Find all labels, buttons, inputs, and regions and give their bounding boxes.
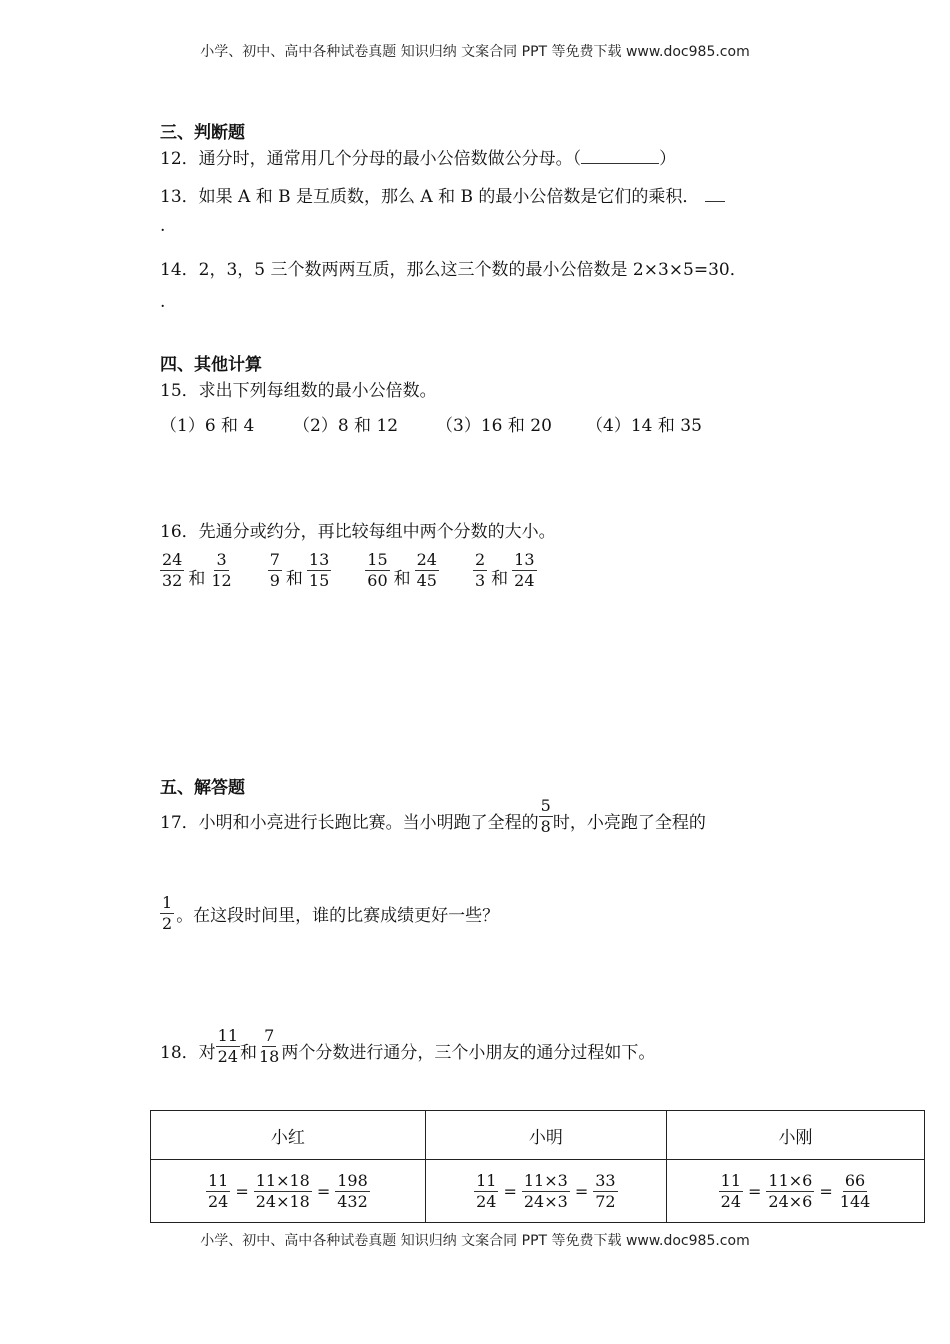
section-4-title: 四、其他计算 (160, 355, 262, 375)
answer-blank-13[interactable] (705, 201, 725, 202)
fraction: $\frac{2}{3}$ (474, 550, 486, 591)
question-16-pairs (160, 551, 571, 591)
table-header-cell: 小刚 (666, 1111, 924, 1160)
fraction: $\frac{24}{32}$ (162, 550, 183, 591)
solution-table (150, 1110, 925, 1223)
question-14-dot: . (160, 292, 166, 312)
fraction: $\frac{13}{24}$ (514, 550, 535, 591)
question-18 (160, 1027, 655, 1065)
q18-text-b: 两个分数进行通分，三个小朋友的通分过程如下。 (281, 1042, 656, 1063)
q17-text-b: 时，小亮跑了全程的 (552, 812, 706, 833)
fraction: $\frac{24}{45}$ (416, 550, 437, 591)
fraction: $\frac{13}{15}$ (308, 550, 330, 591)
q18-and: 和 (240, 1042, 257, 1063)
question-15-items (160, 411, 702, 436)
q15-item: （4）14 和 35 (586, 416, 702, 436)
question-13 (160, 182, 725, 207)
equation: $\frac{11}{24}$ = $\frac{11\times 6}{24\times 6}$ = $\frac{66}{144}$ (720, 1170, 871, 1211)
section-3-title: 三、判断题 (160, 123, 245, 143)
fraction: $\frac{3}{12}$ (211, 550, 232, 591)
question-12-text: 12．通分时，通常用几个分母的最小公倍数做公分母。（ (160, 149, 582, 169)
fraction-pair: $\frac{24}{32}$ 和 $\frac{3}{12}$ (162, 550, 232, 591)
question-12-close: ） (659, 149, 677, 169)
page-footer: 小学、初中、高中各种试卷真题 知识归纳 文案合同 PPT 等免费下载 www.doc985.com (200, 1233, 750, 1249)
question-13-text: 13．如果 A 和 B 是互质数，那么 A 和 B 的最小公倍数是它们的乘积． (160, 187, 700, 207)
q15-item: （1）6 和 4 (160, 416, 255, 436)
fraction: $\frac{7}{18}$ (259, 1026, 280, 1067)
question-12 (160, 144, 676, 169)
fraction: $\frac{7}{9}$ (269, 550, 280, 591)
answer-blank-12[interactable] (581, 163, 659, 164)
q18-text-a: 18．对 (160, 1042, 216, 1063)
table-header-cell: 小红 (151, 1111, 426, 1160)
equation: $\frac{11}{24}$ = $\frac{11\times 3}{24\times 3}$ = $\frac{33}{72}$ (476, 1170, 616, 1211)
question-17-line-2 (160, 894, 499, 934)
fraction: $\frac{15}{60}$ (367, 550, 388, 591)
fraction: $\frac{5}{8}$ (540, 796, 551, 837)
fraction-pair: $\frac{2}{3}$ 和 $\frac{13}{24}$ (474, 550, 535, 591)
fraction: $\frac{11}{24}$ (217, 1026, 238, 1067)
q17-text-c: 。在这段时间里，谁的比赛成绩更好一些？ (176, 906, 500, 927)
fraction: $\frac{1}{2}$ (162, 893, 173, 934)
table-cell (425, 1160, 666, 1223)
fraction-pair: $\frac{15}{60}$ 和 $\frac{24}{45}$ (367, 550, 437, 591)
page-header: 小学、初中、高中各种试卷真题 知识归纳 文案合同 PPT 等免费下载 www.doc985.com (200, 44, 750, 60)
q15-item: （2）8 和 12 (293, 416, 399, 436)
question-15: 15．求出下列每组数的最小公倍数。 (160, 381, 437, 401)
q17-text-a: 17．小明和小亮进行长跑比赛。当小明跑了全程的 (160, 812, 539, 833)
question-14: 14．2，3，5 三个数两两互质，那么这三个数的最小公倍数是 2×3×5=30． (160, 260, 747, 280)
table-cell (151, 1160, 426, 1223)
equation: $\frac{11}{24}$ = $\frac{11\times 18}{24\times 18}$ = $\frac{198}{432}$ (207, 1170, 368, 1211)
section-5-title: 五、解答题 (160, 778, 245, 798)
question-17-line-1 (160, 797, 706, 835)
table-cell (666, 1160, 924, 1223)
table-header-cell: 小明 (425, 1111, 666, 1160)
fraction-pair: $\frac{7}{9}$ 和 $\frac{13}{15}$ (269, 550, 330, 591)
question-16: 16．先通分或约分，再比较每组中两个分数的大小。 (160, 522, 556, 542)
question-13-dot: . (160, 216, 166, 236)
q15-item: （3）16 和 20 (436, 416, 552, 436)
